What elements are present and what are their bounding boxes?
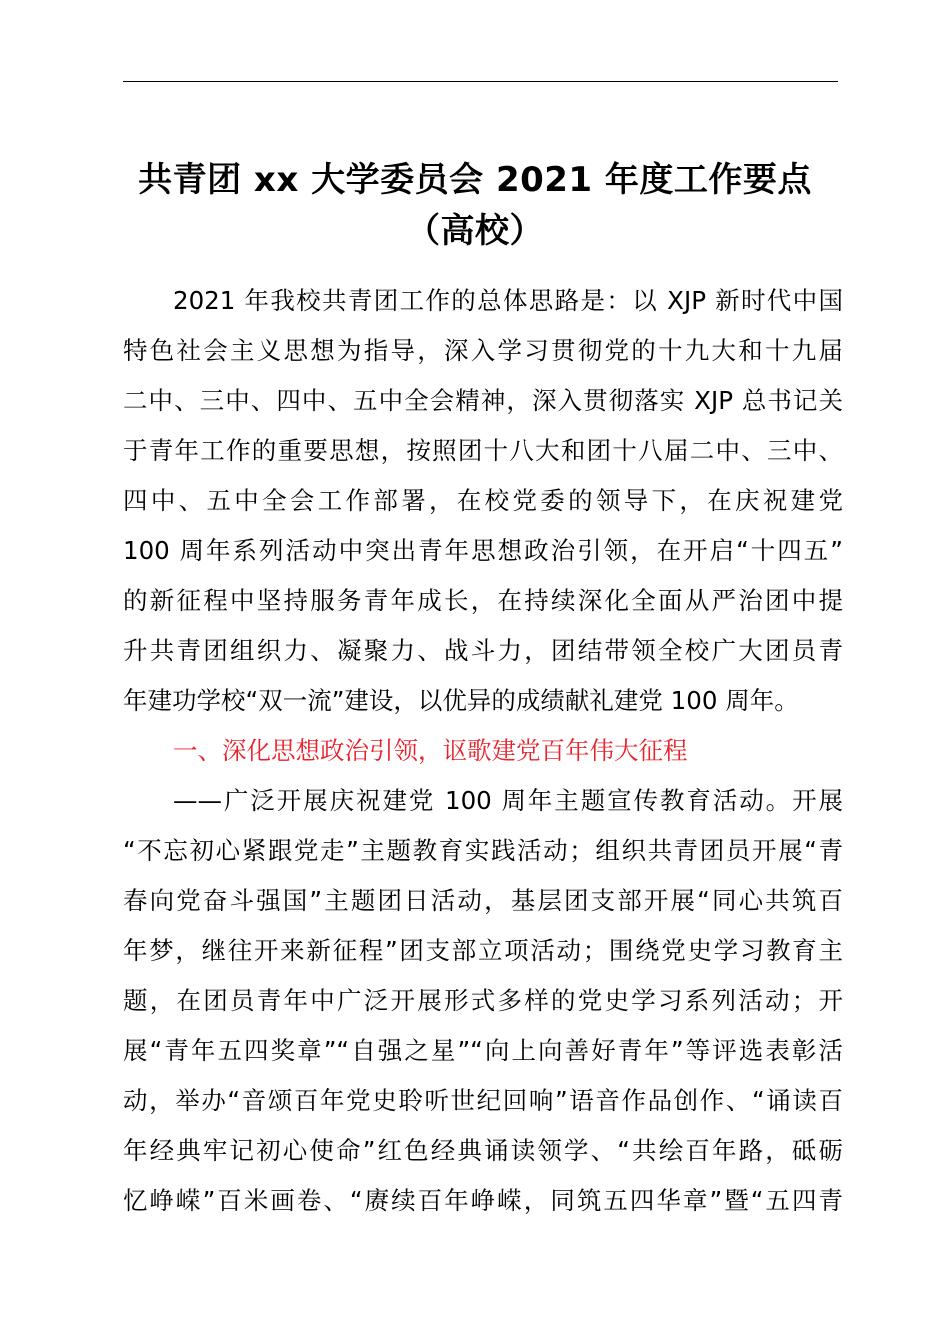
section-heading: 一、深化思想政治引领，讴歌建党百年伟大征程: [173, 736, 688, 765]
paragraph-line: 题，在团员青年中广泛开展形式多样的党史学习系列活动；开: [123, 986, 843, 1015]
paragraph-line: 升共青团组织力、凝聚力、战斗力，团结带领全校广大团员青: [123, 636, 843, 665]
paragraph-line: 春向党奋斗强国”主题团日活动，基层团支部开展“同心共筑百: [123, 886, 843, 915]
paragraph-overview: [123, 276, 843, 726]
paragraph-line: 2021 年我校共青团工作的总体思路是：以 XJP 新时代中国: [173, 286, 843, 315]
paragraph-line: 特色社会主义思想为指导，深入学习贯彻党的十九大和十九届: [123, 336, 843, 365]
paragraph-line: 二中、三中、四中、五中全会精神，深入贯彻落实 XJP 总书记关: [123, 386, 843, 415]
paragraph-line: 动，举办“音颂百年党史聆听世纪回响”语音作品创作、“诵读百: [123, 1086, 843, 1115]
paragraph-line: 展“青年五四奖章”“自强之星”“向上向善好青年”等评选表彰活: [123, 1036, 843, 1065]
paragraph-line: 年梦，继往开来新征程”团支部立项活动；围绕党史学习教育主: [123, 936, 843, 965]
document-title: 共青团 xx 大学委员会 2021 年度工作要点: [138, 160, 812, 200]
paragraph-line: 年经典牢记初心使命”红色经典诵读领学、“共绘百年路，砥砺: [123, 1136, 843, 1165]
paragraph-line: “不忘初心紧跟党走”主题教育实践活动；组织共青团员开展“青: [123, 836, 843, 865]
paragraph-section1: [123, 776, 843, 1226]
document-body: [123, 276, 843, 1226]
paragraph-line: 年建功学校“双一流”建设，以优异的成绩献礼建党 100 周年。: [123, 686, 799, 715]
paragraph-line: 四中、五中全会工作部署，在校党委的领导下，在庆祝建党: [123, 486, 843, 515]
paragraph-line: 于青年工作的重要思想，按照团十八大和团十八届二中、三中、: [123, 436, 843, 465]
paragraph-line: 忆峥嵘”百米画卷、“赓续百年峥嵘，同筑五四华章”暨“五四青: [123, 1186, 843, 1215]
paragraph-line: 100 周年系列活动中突出青年思想政治引领，在开启“十四五”: [123, 536, 843, 565]
paragraph-line: ——广泛开展庆祝建党 100 周年主题宣传教育活动。开展: [173, 786, 843, 815]
header-rule: [123, 81, 838, 82]
paragraph-line: 的新征程中坚持服务青年成长，在持续深化全面从严治团中提: [123, 586, 843, 615]
document-subtitle: （高校）: [406, 211, 544, 251]
